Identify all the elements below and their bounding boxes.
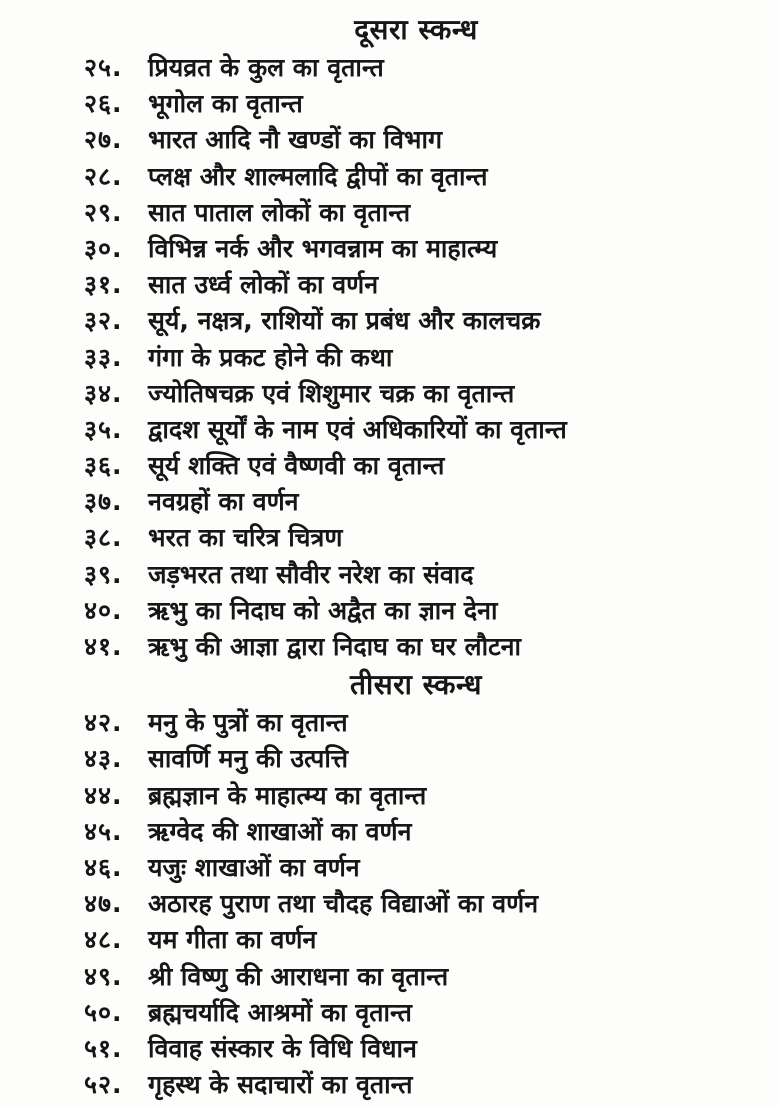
toc-entry xyxy=(0,484,780,520)
entry-number: ४९. xyxy=(84,961,123,991)
skandha-2-entries xyxy=(0,50,780,665)
toc-entry xyxy=(0,1067,780,1103)
toc-entry xyxy=(0,850,780,886)
entry-number: ४३. xyxy=(84,744,123,774)
entry-number: ३७. xyxy=(84,487,123,517)
entry-number: २६. xyxy=(84,89,123,119)
entry-number: ५०. xyxy=(84,997,123,1027)
entry-title: श्री विष्णु की आराधना का वृतान्त xyxy=(148,961,449,991)
entry-title: मनु के पुत्रों का वृतान्त xyxy=(148,708,348,738)
entry-number: ३५. xyxy=(84,414,123,444)
toc-entry xyxy=(0,86,780,122)
entry-title: सात पाताल लोकों का वृतान्त xyxy=(148,197,411,227)
entry-number: ३४. xyxy=(84,378,123,408)
toc-entry xyxy=(0,412,780,448)
skandha-3-heading: तीसरा स्कन्ध xyxy=(350,668,482,702)
toc-entry xyxy=(0,267,780,303)
entry-title: भारत आदि नौ खण्डों का विभाग xyxy=(148,125,443,155)
entry-title: गंगा के प्रकट होने की कथा xyxy=(148,342,393,372)
entry-title: प्लक्ष और शाल्मलादि द्वीपों का वृतान्त xyxy=(148,161,488,191)
entry-title: यम गीता का वर्णन xyxy=(148,925,317,955)
toc-entry xyxy=(0,231,780,267)
toc-entry xyxy=(0,886,780,922)
entry-number: २९. xyxy=(84,197,123,227)
entry-title: ब्रह्मचर्यादि आश्रमों का वृतान्त xyxy=(148,997,412,1027)
entry-title: ऋभु का निदाघ को अद्वैत का ज्ञान देना xyxy=(148,595,498,625)
toc-entry xyxy=(0,195,780,231)
toc-entry xyxy=(0,448,780,484)
skandha-2-heading: दूसरा स्कन्ध xyxy=(354,13,478,46)
entry-number: ३३. xyxy=(84,342,123,372)
entry-title: प्रियव्रत के कुल का वृतान्त xyxy=(148,53,384,82)
toc-entry xyxy=(0,593,780,629)
toc-entry xyxy=(0,159,780,195)
entry-title: ज्योतिषचक्र एवं शिशुमार चक्र का वृतान्त xyxy=(148,378,515,408)
entry-number: ५१. xyxy=(84,1033,123,1063)
entry-number: ४२. xyxy=(84,708,123,738)
entry-number: ४०. xyxy=(84,595,123,625)
entry-number: ३८. xyxy=(84,523,123,553)
entry-number: ४६. xyxy=(84,852,123,882)
entry-number: ४४. xyxy=(84,780,123,810)
entry-title: सात उर्ध्व लोकों का वर्णन xyxy=(148,270,379,300)
toc-entry xyxy=(0,705,780,741)
toc-entry xyxy=(0,376,780,412)
entry-title: जड़भरत तथा सौवीर नरेश का संवाद xyxy=(148,559,474,589)
entry-number: ३०. xyxy=(84,233,123,263)
entry-title: यजुः शाखाओं का वर्णन xyxy=(148,852,360,882)
entry-number: ३१. xyxy=(84,270,123,300)
toc-entry xyxy=(0,122,780,158)
entry-number: ४५. xyxy=(84,816,123,846)
toc-entry xyxy=(0,340,780,376)
entry-title: ब्रह्मज्ञान के माहात्म्य का वृतान्त xyxy=(148,780,427,810)
entry-title: ऋग्वेद की शाखाओं का वर्णन xyxy=(148,816,412,846)
entry-title: गृहस्थ के सदाचारों का वृतान्त xyxy=(148,1070,413,1100)
toc-entry xyxy=(0,50,780,86)
toc-entry xyxy=(0,1031,780,1067)
entry-number: ४८. xyxy=(84,925,123,955)
toc-entry xyxy=(0,922,780,958)
entry-title: नवग्रहों का वर्णन xyxy=(148,487,299,517)
entry-number: ५२. xyxy=(84,1070,123,1100)
skandha-3-entries xyxy=(0,705,780,1103)
entry-title: सूर्य, नक्षत्र, राशियों का प्रबंध और कालचक्र xyxy=(148,306,541,336)
entry-number: ३६. xyxy=(84,451,123,481)
entry-title: सूर्य शक्ति एवं वैष्णवी का वृतान्त xyxy=(148,451,445,481)
entry-number: २८. xyxy=(84,161,123,191)
entry-title: द्वादश सूर्यों के नाम एवं अधिकारियों का वृतान्त xyxy=(148,414,567,444)
toc-entry xyxy=(0,629,780,665)
entry-title: सावर्णि मनु की उत्पत्ति xyxy=(148,744,349,774)
toc-entry xyxy=(0,778,780,814)
entry-number: ३९. xyxy=(84,559,123,589)
entry-title: ऋभु की आज्ञा द्वारा निदाघ का घर लौटना xyxy=(148,632,522,661)
entry-number: ३२. xyxy=(84,306,123,336)
toc-entry xyxy=(0,995,780,1031)
entry-number: ४७. xyxy=(84,889,123,919)
toc-entry xyxy=(0,303,780,339)
toc-entry xyxy=(0,959,780,995)
toc-entry xyxy=(0,557,780,593)
entry-title: भरत का चरित्र चित्रण xyxy=(148,523,343,553)
toc-entry xyxy=(0,741,780,777)
toc-entry xyxy=(0,520,780,556)
entry-title: अठारह पुराण तथा चौदह विद्याओं का वर्णन xyxy=(148,889,539,919)
entry-number: २७. xyxy=(84,125,123,155)
toc-entry xyxy=(0,814,780,850)
entry-title: भूगोल का वृतान्त xyxy=(148,89,303,119)
entry-number: २५. xyxy=(84,53,123,82)
entry-title: विभिन्न नर्क और भगवन्नाम का माहात्म्य xyxy=(148,233,498,263)
entry-title: विवाह संस्कार के विधि विधान xyxy=(148,1033,417,1063)
entry-number: ४१. xyxy=(84,632,123,661)
